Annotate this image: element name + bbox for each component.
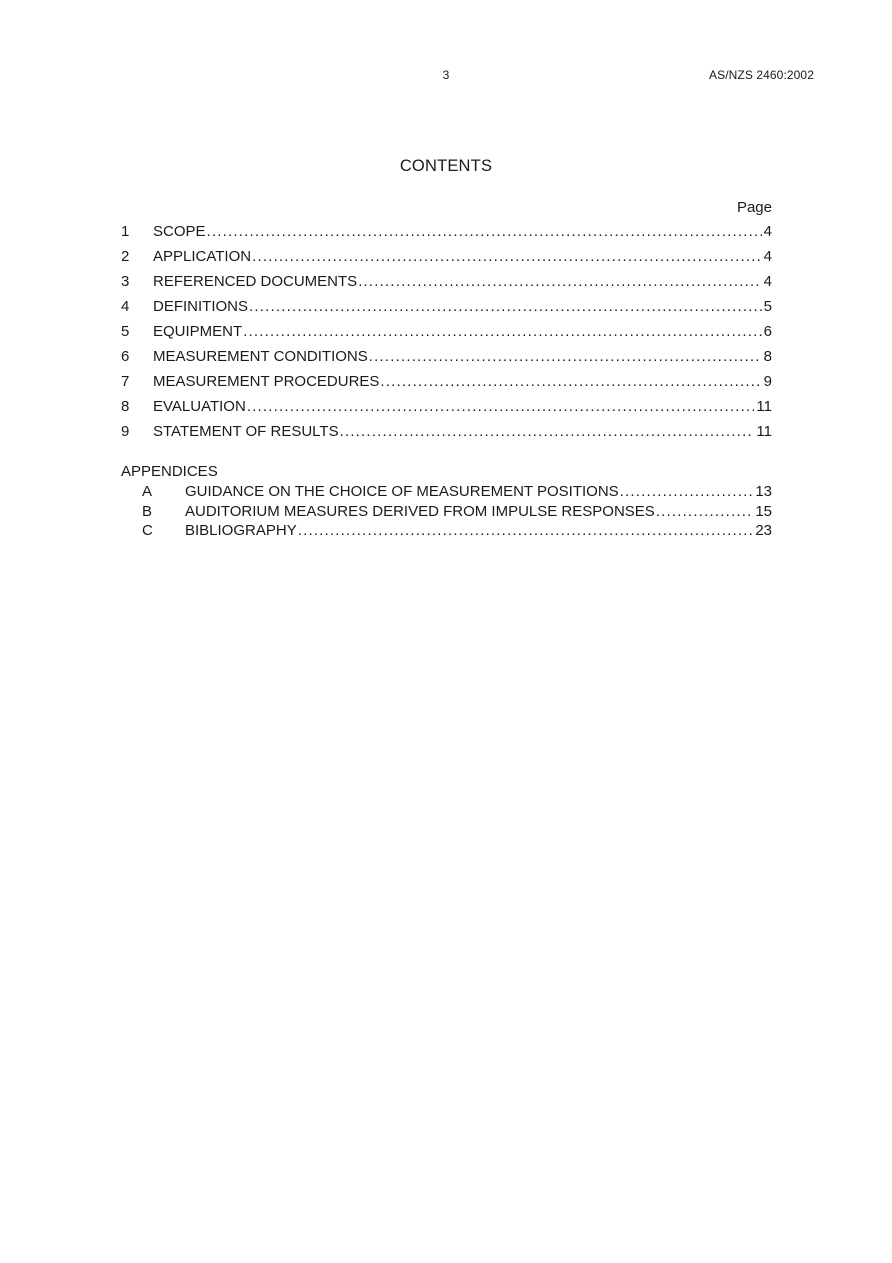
toc-entry-number: 8 (121, 398, 130, 415)
toc-entry-title: EVALUATION (153, 398, 246, 415)
toc-entry-application[interactable] (121, 247, 772, 272)
appendix-title: BIBLIOGRAPHY (185, 522, 297, 539)
toc-entry-number: 2 (121, 248, 130, 265)
toc-entry-page: 5 (763, 298, 772, 315)
toc-entry-page: 6 (763, 323, 772, 340)
toc-entry-measurement-conditions[interactable] (121, 347, 772, 372)
toc-entry-page: 4 (763, 248, 772, 265)
toc-entry-number: 9 (121, 423, 130, 440)
dot-leader (243, 322, 761, 342)
toc-entry-title: SCOPE (153, 223, 206, 240)
toc-entry-statement-of-results[interactable] (121, 422, 772, 447)
toc-entry-page: 11 (756, 398, 772, 415)
toc-entry-title: MEASUREMENT CONDITIONS (153, 348, 368, 365)
contents-title: CONTENTS (399, 157, 493, 175)
appendix-letter: C (142, 522, 153, 539)
page-number: 3 (442, 68, 450, 82)
appendix-letter: B (142, 502, 153, 520)
toc-entry-title: STATEMENT OF RESULTS (153, 423, 339, 440)
toc-entry-definitions[interactable] (121, 297, 772, 322)
toc-entry-scope[interactable] (121, 222, 772, 247)
dot-leader (380, 372, 761, 392)
toc-entry-number: 5 (121, 323, 130, 340)
toc-entry-title: REFERENCED DOCUMENTS (153, 273, 358, 290)
dot-leader (252, 247, 762, 267)
standard-identifier: AS/NZS 2460:2002 (708, 68, 814, 82)
toc-entry-page: 8 (763, 348, 772, 365)
dot-leader (249, 297, 762, 317)
appendix-page: 13 (755, 483, 772, 500)
toc-entry-evaluation[interactable] (121, 397, 772, 422)
toc-entry-page: 11 (756, 423, 772, 440)
appendices-heading: APPENDICES (121, 463, 218, 480)
appendix-entry-b[interactable] (142, 502, 772, 522)
appendix-entry-c[interactable] (142, 521, 772, 541)
dot-leader (369, 347, 762, 367)
appendix-page: 15 (755, 502, 772, 520)
toc-entry-title: APPLICATION (153, 248, 252, 265)
toc-entry-page: 9 (763, 373, 772, 390)
table-of-contents (121, 222, 772, 447)
toc-entry-number: 6 (121, 348, 130, 365)
appendix-entry-a[interactable] (142, 482, 772, 502)
dot-leader (656, 502, 754, 521)
toc-entry-title: MEASUREMENT PROCEDURES (153, 373, 380, 390)
appendix-list (142, 482, 772, 541)
toc-entry-equipment[interactable] (121, 322, 772, 347)
appendix-letter: A (142, 483, 153, 500)
dot-leader (340, 422, 755, 442)
toc-entry-page: 4 (763, 223, 772, 240)
page-column-label: Page (736, 199, 772, 216)
dot-leader (207, 222, 762, 242)
toc-entry-number: 1 (121, 223, 130, 240)
toc-entry-number: 4 (121, 298, 130, 315)
toc-entry-number: 7 (121, 373, 130, 390)
dot-leader (298, 521, 754, 540)
toc-entry-title: EQUIPMENT (153, 323, 243, 340)
toc-entry-title: DEFINITIONS (153, 298, 249, 315)
dot-leader (247, 397, 755, 417)
toc-entry-page: 4 (763, 273, 772, 290)
dot-leader (358, 272, 761, 292)
toc-entry-referenced-documents[interactable] (121, 272, 772, 297)
appendix-title: AUDITORIUM MEASURES DERIVED FROM IMPULSE RESPONSES (185, 502, 655, 520)
appendix-page: 23 (755, 522, 772, 539)
toc-entry-measurement-procedures[interactable] (121, 372, 772, 397)
appendix-title: GUIDANCE ON THE CHOICE OF MEASUREMENT POSITIONS (185, 483, 619, 500)
toc-entry-number: 3 (121, 273, 130, 290)
dot-leader (620, 482, 754, 501)
